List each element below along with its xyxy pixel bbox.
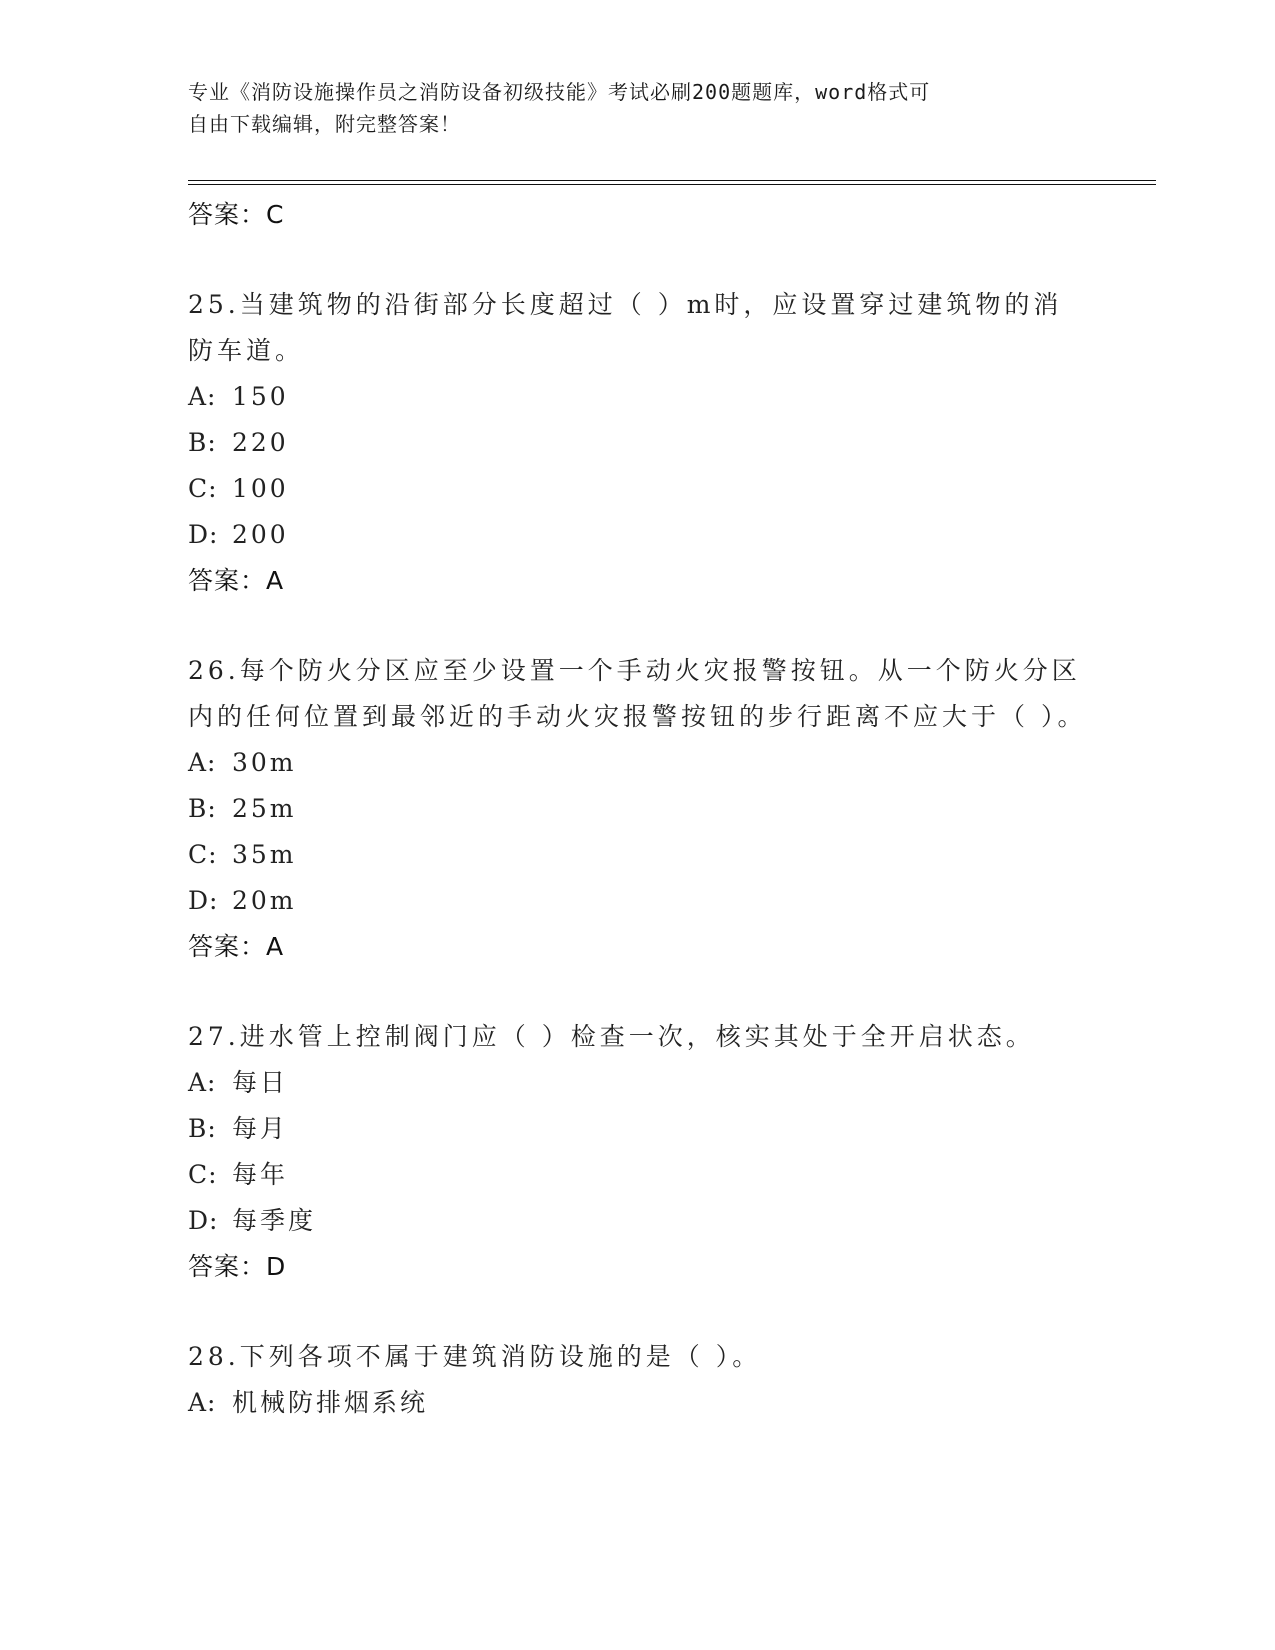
- question-28: [188, 1334, 1088, 1426]
- option-letter: B:: [188, 1114, 217, 1143]
- option-text: 25m: [232, 794, 297, 823]
- option-d: [188, 878, 1088, 924]
- question-list: [188, 192, 1088, 1426]
- option-text: 200: [232, 520, 289, 549]
- option-a: [188, 1060, 1088, 1106]
- option-d: [188, 1198, 1088, 1244]
- option-text: 20m: [232, 886, 297, 915]
- question-text: 进水管上控制阀门应（ ）检查一次，核实其处于全开启状态。: [239, 1022, 1035, 1051]
- question-number: 26.: [188, 656, 240, 685]
- option-text: 每日: [232, 1068, 289, 1097]
- question-number: 25.: [188, 290, 240, 319]
- answer-line: 答案：A: [188, 566, 285, 595]
- option-text: 机械防排烟系统: [232, 1388, 429, 1417]
- option-letter: B:: [188, 794, 217, 823]
- option-text: 100: [232, 474, 289, 503]
- option-d: [188, 512, 1088, 558]
- option-letter: B:: [188, 428, 217, 457]
- option-c: [188, 1152, 1088, 1198]
- header-divider-bottom: [188, 184, 1156, 185]
- question-number: 27.: [188, 1022, 240, 1051]
- document-header: [188, 76, 1068, 140]
- option-letter: A:: [188, 748, 217, 777]
- option-a: [188, 374, 1088, 420]
- answer-line-previous: 答案：C: [188, 200, 285, 229]
- question-27: [188, 1014, 1088, 1290]
- option-text: 220: [232, 428, 289, 457]
- question-stem: [188, 282, 1088, 374]
- answer-line: 答案：A: [188, 932, 285, 961]
- option-c: [188, 466, 1088, 512]
- header-line-2: 自由下载编辑，附完整答案！: [188, 112, 461, 136]
- question-stem: [188, 648, 1088, 740]
- option-letter: C:: [188, 840, 218, 869]
- option-text: 150: [232, 382, 289, 411]
- option-letter: D:: [188, 1206, 219, 1235]
- option-text: 每年: [232, 1160, 289, 1189]
- question-25: [188, 282, 1088, 604]
- option-text: 每季度: [232, 1206, 317, 1235]
- option-text: 30m: [232, 748, 297, 777]
- option-letter: D:: [188, 886, 219, 915]
- option-b: [188, 1106, 1088, 1152]
- header-line-1: 专业《消防设施操作员之消防设备初级技能》考试必刷200题题库，word格式可: [188, 80, 931, 104]
- option-c: [188, 832, 1088, 878]
- option-text: 每月: [232, 1114, 289, 1143]
- question-stem: [188, 1014, 1088, 1060]
- option-text: 35m: [232, 840, 297, 869]
- answer-line: 答案：D: [188, 1252, 287, 1281]
- option-a: [188, 740, 1088, 786]
- option-letter: D:: [188, 520, 219, 549]
- option-letter: C:: [188, 474, 218, 503]
- header-divider-top: [188, 180, 1156, 181]
- question-26: [188, 648, 1088, 970]
- question-text: 当建筑物的沿街部分长度超过（ ）m时，应设置穿过建筑物的消防车道。: [188, 290, 1063, 365]
- question-stem: [188, 1334, 1088, 1380]
- option-b: [188, 786, 1088, 832]
- option-b: [188, 420, 1088, 466]
- question-number: 28.: [188, 1342, 240, 1371]
- option-letter: A:: [188, 1068, 217, 1097]
- question-text: 每个防火分区应至少设置一个手动火灾报警按钮。从一个防火分区内的任何位置到最邻近的手动火灾报警按钮的步行距离不应大于（ ）。: [188, 656, 1087, 731]
- option-a: [188, 1380, 1088, 1426]
- question-text: 下列各项不属于建筑消防设施的是（ ）。: [239, 1342, 762, 1371]
- option-letter: A:: [188, 1388, 217, 1417]
- option-letter: C:: [188, 1160, 218, 1189]
- option-letter: A:: [188, 382, 217, 411]
